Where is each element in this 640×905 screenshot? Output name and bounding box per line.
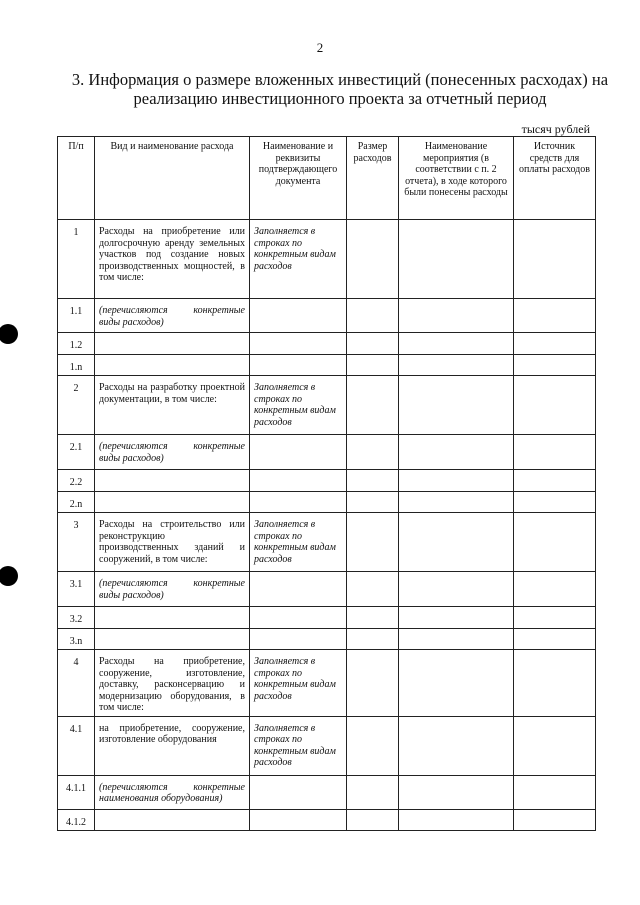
row-number: 2.1 [58,435,95,470]
source-cell [514,333,596,355]
table-row [58,809,596,831]
row-number: 3.1 [58,572,95,607]
table-row [58,333,596,355]
unit-label: тысяч рублей [521,122,590,136]
source-cell [514,775,596,809]
source-cell [514,716,596,775]
row-number: 2.2 [58,470,95,492]
row-number: 3.n [58,628,95,650]
activity-cell [399,513,514,572]
table-row [58,491,596,513]
activity-cell [399,628,514,650]
expense-description [95,470,250,492]
source-cell [514,491,596,513]
expense-description [95,628,250,650]
table-row [58,513,596,572]
activity-cell [399,650,514,717]
expense-description [95,491,250,513]
amount-cell [347,716,399,775]
row-number: 4 [58,650,95,717]
header-document: Наименование и реквизиты подтверждающего документа [250,137,347,220]
amount-cell [347,809,399,831]
header-activity: Наименование мероприятия (в соответствии с п. 2 отчета), в ходе которого были понесены расходы [399,137,514,220]
amount-cell [347,220,399,299]
document-note [250,435,347,470]
document-note: Заполняется в строках по конкретным видам расходов [250,376,347,435]
document-note [250,470,347,492]
section-title: 3. Информация о размере вложенных инвестиций (понесенных расходах) на реализацию инвестиционного проекта за отчетный период [71,70,609,108]
row-number: 3.2 [58,607,95,629]
table-row [58,716,596,775]
header-amount: Размер расходов [347,137,399,220]
amount-cell [347,775,399,809]
source-cell [514,435,596,470]
row-number: 4.1.2 [58,809,95,831]
table-row [58,435,596,470]
row-number: 3 [58,513,95,572]
document-note [250,607,347,629]
source-cell [514,607,596,629]
punch-hole [0,566,18,586]
source-cell [514,470,596,492]
row-number: 1.1 [58,299,95,333]
expense-description: на приобретение, сооружение, изготовление оборудования [95,716,250,775]
document-note: Заполняется в строках по конкретным видам расходов [250,513,347,572]
activity-cell [399,491,514,513]
expense-description: Расходы на разработку проектной документации, в том числе: [95,376,250,435]
source-cell [514,513,596,572]
row-number: 2 [58,376,95,435]
document-note [250,299,347,333]
header-expense-type: Вид и наименование расхода [95,137,250,220]
source-cell [514,809,596,831]
row-number: 1 [58,220,95,299]
expense-description: (перечисляются конкретные наименования оборудования) [95,775,250,809]
document-note [250,354,347,376]
amount-cell [347,628,399,650]
source-cell [514,354,596,376]
page-number: 2 [316,40,324,55]
source-cell [514,572,596,607]
source-cell [514,650,596,717]
document-note [250,572,347,607]
source-cell [514,299,596,333]
activity-cell [399,376,514,435]
document-note [250,628,347,650]
table-row [58,470,596,492]
table-row [58,376,596,435]
activity-cell [399,470,514,492]
amount-cell [347,376,399,435]
expense-description: Расходы на строительство или реконструкцию производственных зданий и сооружений, в том числе: [95,513,250,572]
row-number: 4.1 [58,716,95,775]
table-header-row [58,137,596,220]
expense-description [95,354,250,376]
table-row [58,572,596,607]
amount-cell [347,513,399,572]
expense-description [95,809,250,831]
row-number: 1.n [58,354,95,376]
expense-description: (перечисляются конкретные виды расходов) [95,572,250,607]
row-number: 2.n [58,491,95,513]
amount-cell [347,299,399,333]
document-note [250,775,347,809]
activity-cell [399,809,514,831]
amount-cell [347,435,399,470]
expense-description: Расходы на приобретение, сооружение, изготовление, доставку, расконсервацию и модернизацию оборудования, в том числе: [95,650,250,717]
amount-cell [347,607,399,629]
amount-cell [347,572,399,607]
amount-cell [347,333,399,355]
document-note: Заполняется в строках по конкретным видам расходов [250,650,347,717]
expense-description [95,333,250,355]
source-cell [514,220,596,299]
table-row [58,628,596,650]
activity-cell [399,572,514,607]
amount-cell [347,354,399,376]
activity-cell [399,607,514,629]
activity-cell [399,775,514,809]
document-note [250,809,347,831]
amount-cell [347,491,399,513]
header-source: Источник средств для оплаты расходов [514,137,596,220]
amount-cell [347,650,399,717]
document-note [250,333,347,355]
row-number: 4.1.1 [58,775,95,809]
activity-cell [399,435,514,470]
table-row [58,775,596,809]
activity-cell [399,333,514,355]
source-cell [514,376,596,435]
activity-cell [399,220,514,299]
punch-hole [0,324,18,344]
document-note [250,491,347,513]
document-note: Заполняется в строках по конкретным видам расходов [250,220,347,299]
amount-cell [347,470,399,492]
expense-description [95,607,250,629]
activity-cell [399,716,514,775]
header-number: П/п [58,137,95,220]
activity-cell [399,299,514,333]
document-note: Заполняется в строках по конкретным видам расходов [250,716,347,775]
expense-description: (перечисляются конкретные виды расходов) [95,299,250,333]
table-row [58,650,596,717]
investment-table [57,136,596,831]
expense-description: Расходы на приобретение или долгосрочную аренду земельных участков под создание новых производственных мощностей, в том числе: [95,220,250,299]
expense-description: (перечисляются конкретные виды расходов) [95,435,250,470]
table-row [58,607,596,629]
table-row [58,220,596,299]
source-cell [514,628,596,650]
row-number: 1.2 [58,333,95,355]
activity-cell [399,354,514,376]
table-row [58,354,596,376]
table-row [58,299,596,333]
